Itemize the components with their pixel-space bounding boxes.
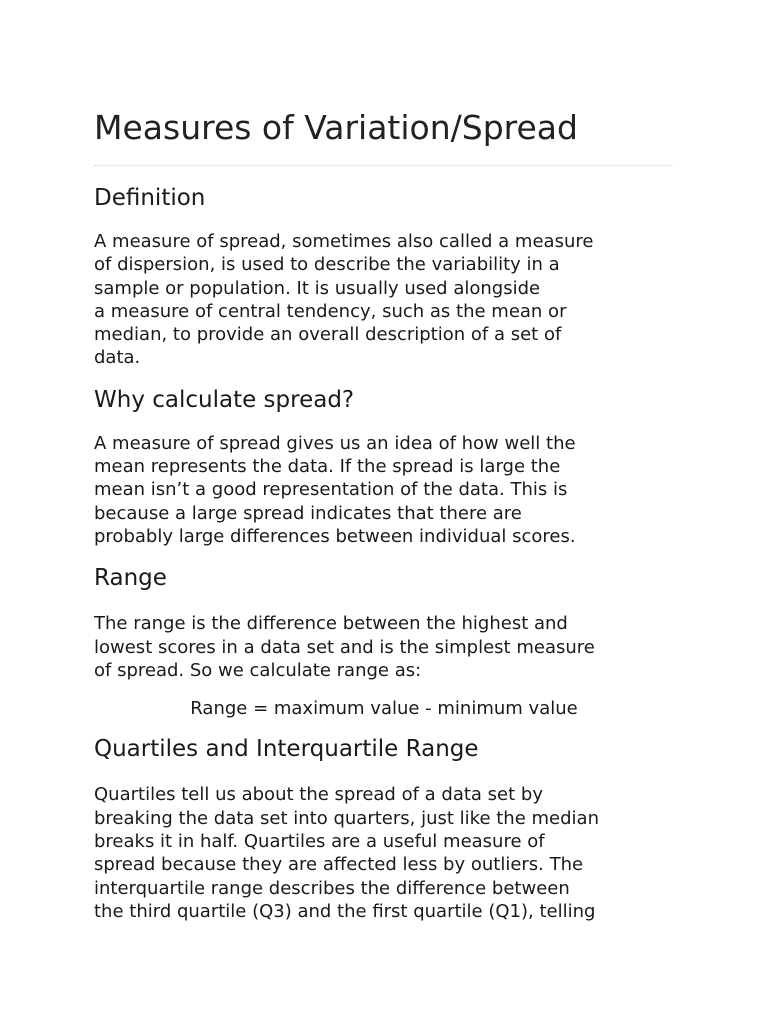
section-paragraph-why-calculate-spread — [94, 432, 684, 548]
text-line: Quartiles tell us about the spread of a data set by — [94, 784, 543, 806]
text-line: sample or population. It is usually used alongside — [94, 277, 541, 299]
text-line: of dispersion, is used to describe the variability in a — [94, 254, 560, 276]
text-line: breaking the data set into quarters, just like the median — [94, 807, 599, 829]
section-paragraph-range — [94, 612, 684, 682]
document-body — [94, 181, 684, 923]
text-line: probably large differences between individual scores. — [94, 525, 576, 547]
range-formula: Range = maximum value - minimum value — [190, 698, 578, 720]
text-line: of spread. So we calculate range as: — [94, 659, 422, 681]
text-line: a measure of central tendency, such as the mean or — [94, 300, 567, 322]
text-line: the third quartile (Q3) and the first quartile (Q1), telling — [94, 900, 596, 922]
text-line: breaks it in half. Quartiles are a useful measure of — [94, 831, 545, 853]
page-title: Measures of Variation/Spread — [94, 108, 578, 147]
text-line: median, to provide an overall description of a set of — [94, 324, 562, 346]
text-line: mean represents the data. If the spread is large the — [94, 456, 561, 478]
section-heading-range: Range — [94, 565, 167, 592]
text-line: spread because they are affected less by outliers. The — [94, 854, 584, 876]
section-heading-quartiles: Quartiles and Interquartile Range — [94, 736, 479, 763]
section-paragraph-quartiles — [94, 783, 684, 923]
text-line: interquartile range describes the difference between — [94, 877, 570, 899]
section-heading-definition: Definition — [94, 185, 206, 211]
text-line: A measure of spread, sometimes also called a measure — [94, 231, 594, 252]
text-line: data. — [94, 347, 141, 369]
section-heading-why-calculate-spread: Why calculate spread? — [94, 386, 355, 413]
title-divider — [94, 165, 674, 166]
text-line: The range is the difference between the highest and — [94, 613, 568, 635]
text-line: A measure of spread gives us an idea of how well the — [94, 432, 576, 454]
text-line: because a large spread indicates that there are — [94, 502, 522, 524]
text-line: lowest scores in a data set and is the simplest measure — [94, 636, 595, 658]
section-paragraph-definition — [94, 230, 684, 370]
text-line: mean isn’t a good representation of the data. This is — [94, 479, 568, 501]
